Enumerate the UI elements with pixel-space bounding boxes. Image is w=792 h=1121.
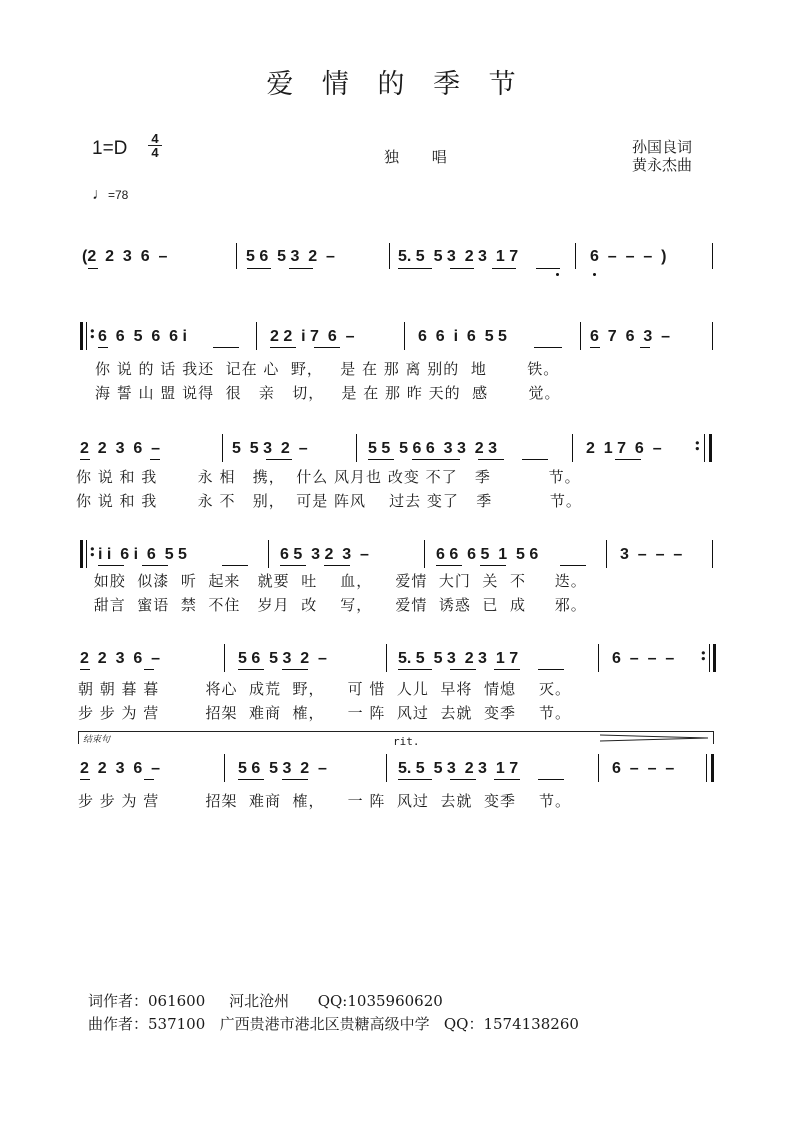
- row4-measure-2: 5 6 5 3 2 –: [238, 650, 327, 667]
- row1-measure-2: 2 2 i 7 6 –: [270, 328, 355, 345]
- composer-contact: 曲作者：537100 广西贵港市港北区贵糖高级中学 QQ：1574138260: [88, 1015, 579, 1033]
- row3-lyrics-verse-1: 如胶 似漆 听 起来 就要 吐 血， 爱情 大门 关 不 迭。: [88, 572, 587, 590]
- intro-measure-1: (2 2 3 6 –: [82, 248, 168, 265]
- row5-measure-4: 6 – – –: [612, 760, 675, 777]
- row3-measure-3: 6 6 6 5 1 5 6: [436, 546, 539, 563]
- row2-measure-1: 2 2 3 6 –: [80, 440, 161, 457]
- row3-measure-2: 6 5 3 2 3 –: [280, 546, 369, 563]
- row2-lyrics-verse-2: 你 说 和 我 永 不 别， 可是 阵风 过去 变了 季 节。: [76, 492, 582, 510]
- row3-measure-4: 3 – – –: [620, 546, 683, 563]
- intro-measure-4: 6 – – – ): [590, 248, 667, 265]
- diminuendo-icon: [600, 733, 710, 743]
- row1-lyrics-verse-2: 海 誓 山 盟 说得 很 亲 切， 是 在 那 昨 天的 感 觉。: [95, 384, 561, 402]
- lyricist-contact: 词作者：061600 河北沧州 QQ:1035960620: [88, 992, 443, 1010]
- time-signature: [148, 132, 162, 159]
- repeat-end: [713, 644, 716, 672]
- tempo-value: =78: [108, 188, 129, 202]
- barline: [389, 243, 390, 269]
- barline: [236, 243, 237, 269]
- row3-lyrics-verse-2: 甜言 蜜语 禁 不住 岁月 改 写， 爱情 诱惑 已 成 邪。: [88, 596, 587, 614]
- row4-measure-4: 6 – – –: [612, 650, 675, 667]
- row4-measure-3: 5. 5 5 3 2 3 1 7: [398, 650, 519, 667]
- row5-lyrics: 步 步 为 营 招架 难商 榷， 一 阵 风过 去就 变季 节。: [78, 792, 572, 810]
- row1-lyrics-verse-1: 你 说 的 话 我还 记在 心 野， 是 在 那 离 别的 地 铁。: [95, 360, 560, 378]
- barline: [575, 243, 576, 269]
- row5-measure-1: 2 2 3 6 –: [80, 760, 161, 777]
- repeat-start: [80, 540, 83, 568]
- row1-measure-1: 6 6 5 6 6 i: [98, 328, 187, 345]
- row2-measure-4: 2 1 7 6 –: [586, 440, 662, 457]
- row5-measure-2: 5 6 5 3 2 –: [238, 760, 327, 777]
- row4-lyrics-verse-1: 朝 朝 暮 暮 将心 成荒 野， 可 惜 人儿 早将 情熄 灭。: [78, 680, 572, 698]
- tempo-marking: [92, 186, 128, 204]
- meter-top: 4: [151, 131, 159, 146]
- performance-mode: 独 唱: [384, 148, 461, 166]
- row1-measure-4: 6 7 6 3 –: [590, 328, 671, 345]
- ritardando-marking: rit.: [393, 735, 420, 748]
- intro-measure-2: 5 6 5 3 2 –: [246, 248, 335, 265]
- row2-measure-3: 5 5 5 6 6 3 3 2 3: [368, 440, 497, 457]
- row4-lyrics-verse-2: 步 步 为 营 招架 难商 榷， 一 阵 风过 去就 变季 节。: [78, 704, 572, 722]
- row2-measure-2: 5 5 3 2 –: [232, 440, 308, 457]
- repeat-end: [709, 434, 712, 462]
- lyricist-credit: 孙国良词: [632, 138, 693, 156]
- barline: [712, 243, 713, 269]
- quarter-note-icon: ♩: [92, 186, 108, 203]
- song-title: 爱 情 的 季 节: [266, 69, 526, 100]
- key-signature: 1=D: [92, 138, 128, 159]
- final-barline: [711, 754, 714, 782]
- coda-label: 结束句: [83, 735, 111, 745]
- composer-credit: 黄永杰曲: [632, 156, 693, 174]
- row2-lyrics-verse-1: 你 说 和 我 永 相 携， 什么 风月也 改变 不了 季 节。: [76, 468, 581, 486]
- row5-measure-3: 5. 5 5 3 2 3 1 7: [398, 760, 519, 777]
- meter-bottom: 4: [151, 145, 159, 160]
- row3-measure-1: i i 6 i 6 5 5: [98, 546, 187, 563]
- repeat-start: [80, 322, 83, 350]
- row1-measure-3: 6 6 i 6 5 5: [418, 328, 507, 345]
- row4-measure-1: 2 2 3 6 –: [80, 650, 161, 667]
- intro-measure-3: 5. 5 5 3 2 3 1 7: [398, 248, 519, 265]
